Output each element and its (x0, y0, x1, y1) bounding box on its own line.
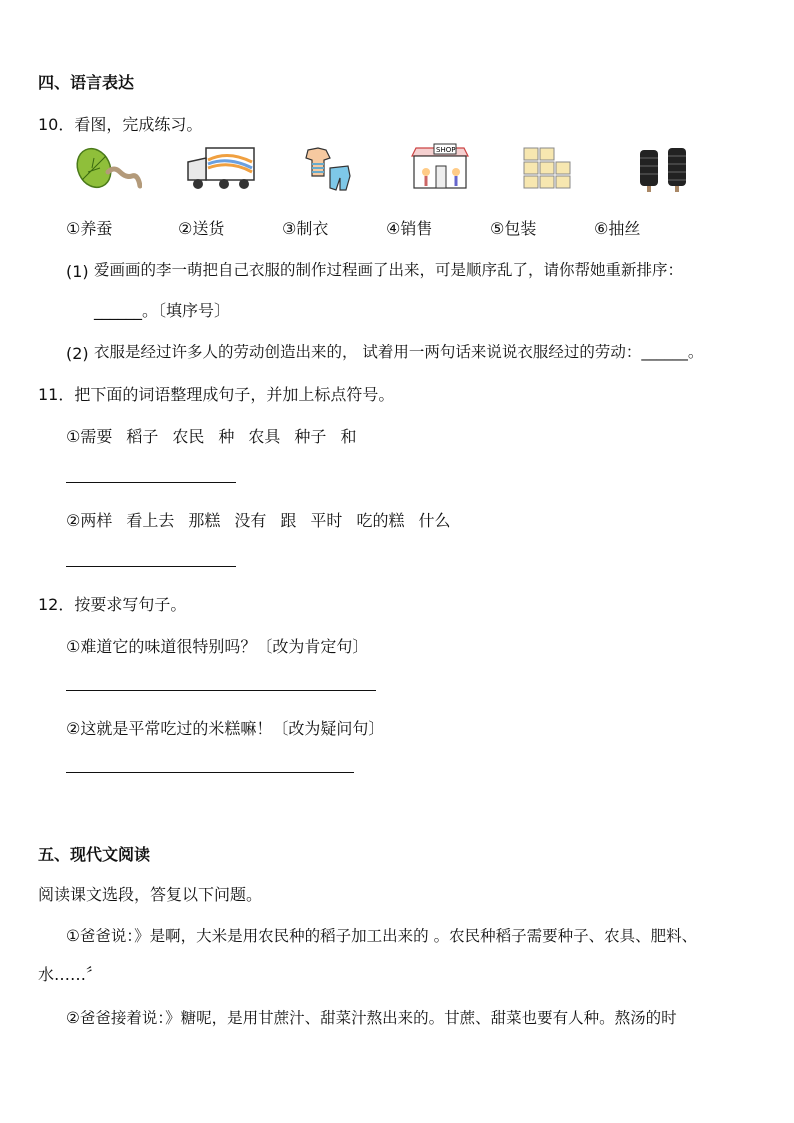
word: 什么 (418, 511, 451, 530)
q10-part1-number: (1) (66, 262, 89, 281)
q11-word-row-1 (66, 424, 370, 447)
q10-label-1: ①养蚕 (66, 219, 113, 238)
svg-text:SHOP: SHOP (436, 146, 456, 154)
q11-answer-line-2[interactable] (66, 566, 236, 567)
word: 跟 (280, 511, 297, 530)
word: ①需要 (66, 427, 113, 446)
section-4-title: 四、语言表达 (38, 73, 135, 92)
q10-label-3: ③制衣 (282, 219, 329, 238)
q10-label-5: ⑤包装 (490, 219, 537, 238)
q12-sentence-2: ②这就是平常吃过的米糕嘛！〔改为疑问句〕 (66, 719, 385, 738)
reading-paragraph-1-cont: 水……〞 (38, 965, 103, 984)
word: 种子 (294, 427, 327, 446)
word: 种 (218, 427, 235, 446)
q10-part2-number: (2) (66, 344, 89, 363)
word: 农民 (172, 427, 205, 446)
silk-spools-icon (632, 144, 696, 194)
q12-answer-line-2[interactable] (66, 772, 354, 773)
reading-paragraph-2: ②爸爸接着说：》糖呢，是用甘蔗汁、甜菜汁熬出来的。甘蔗、甜菜也要有人种。熬汤的时 (66, 1009, 677, 1027)
boxes-icon (520, 144, 576, 192)
word: 吃的糕 (356, 511, 405, 530)
q10-part2-text[interactable]: 衣服是经过许多人的劳动创造出来的， 试着用一两句话来说说衣服经过的劳动：______。 (94, 343, 704, 361)
q11-answer-line-1[interactable] (66, 482, 236, 483)
reading-paragraph-1: ①爸爸说：》是啊，大米是用农民种的稻子加工出来的 。农民种稻子需要种子、农具、肥料、 (66, 927, 698, 945)
word: 那糕 (188, 511, 221, 530)
q11-stem: 11．把下面的词语整理成句子，并加上标点符号。 (38, 385, 395, 404)
q10-label-4: ④销售 (386, 219, 433, 238)
leaf-silkworm-icon (72, 146, 142, 196)
q10-stem: 10．看图，完成练习。 (38, 115, 203, 134)
shop-icon (406, 142, 474, 194)
word: 农具 (248, 427, 281, 446)
q10-part1-text: 爱画画的李一萌把自己衣服的制作过程画了出来，可是顺序乱了，请你帮她重新排序： (94, 261, 684, 279)
word: 看上去 (126, 511, 175, 530)
section-5-title: 五、现代文阅读 (38, 845, 151, 864)
reading-intro: 阅读课文选段，答复以下问题。 (38, 885, 263, 904)
q10-part1-blank[interactable]: ______。〔填序号〕 (94, 301, 231, 320)
word: 没有 (234, 511, 267, 530)
q10-label-2: ②送货 (178, 219, 225, 238)
q10-label-6: ⑥抽丝 (594, 219, 641, 238)
word: 稻子 (126, 427, 159, 446)
q11-word-row-2 (66, 508, 464, 531)
q12-answer-line-1[interactable] (66, 690, 376, 691)
q12-stem: 12．按要求写句子。 (38, 595, 187, 614)
q12-sentence-1: ①难道它的味道很特别吗？〔改为肯定句〕 (66, 637, 369, 656)
truck-icon (184, 144, 258, 194)
word: ②两样 (66, 511, 113, 530)
word: 和 (340, 427, 357, 446)
word: 平时 (310, 511, 343, 530)
clothes-icon (300, 146, 356, 194)
